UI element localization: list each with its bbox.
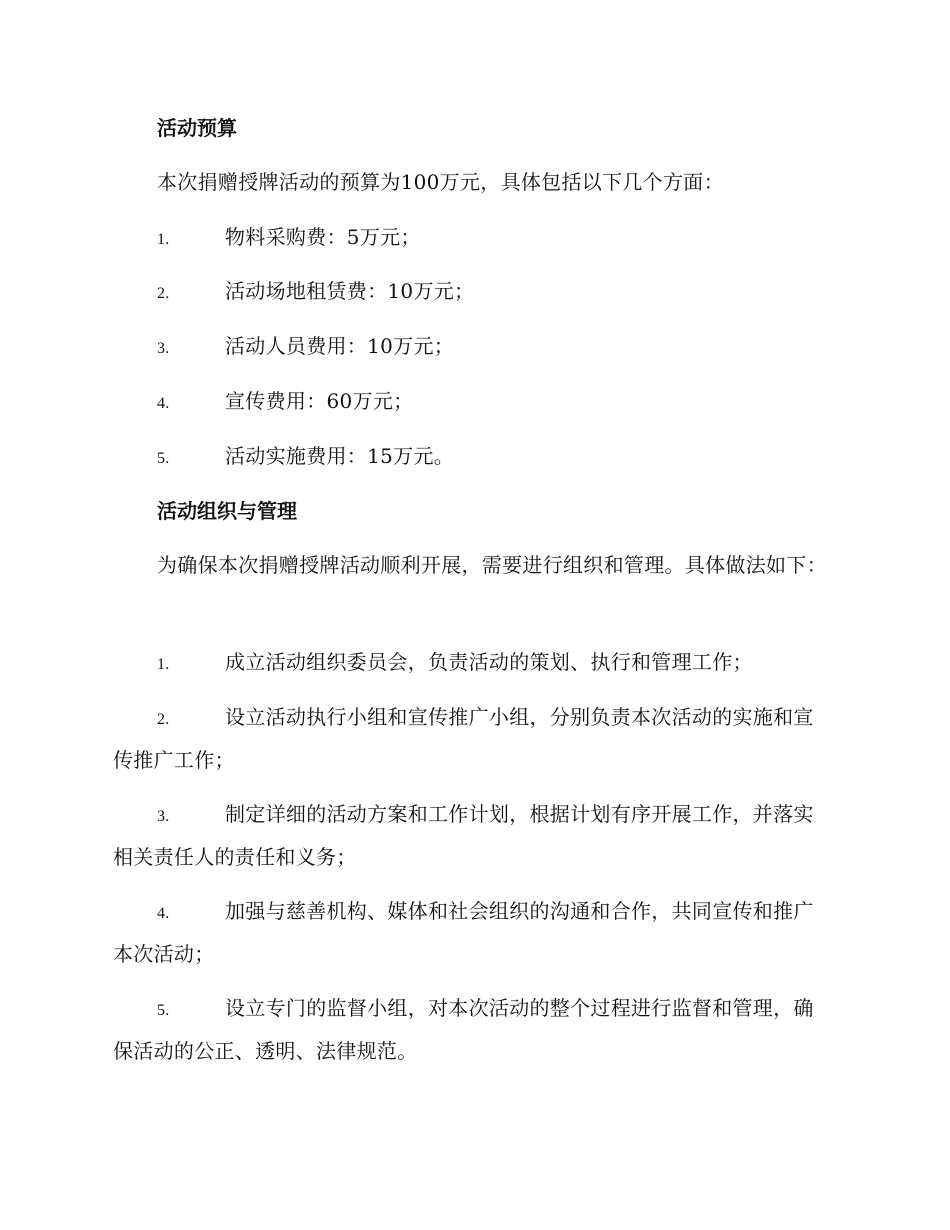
organization-intro-paragraph: 为确保本次捐赠授牌活动顺利开展，需要进行组织和管理。具体做法如下：: [157, 553, 827, 577]
list-number: 3.: [157, 340, 170, 357]
list-text: 制定详细的活动方案和工作计划，根据计划有序开展工作，并落实相关责任人的责任和义务；: [113, 802, 814, 869]
organization-list-item: [113, 891, 833, 975]
organization-list-item: [113, 988, 833, 1072]
list-text: 活动人员费用：10万元；: [225, 334, 455, 358]
list-text: 宣传费用：60万元；: [225, 389, 414, 413]
list-text: 活动实施费用：15万元。: [225, 444, 455, 468]
budget-list-item: [113, 326, 833, 369]
section-heading-organization: 活动组织与管理: [157, 499, 297, 523]
list-text: 成立活动组织委员会，负责活动的策划、执行和管理工作；: [225, 650, 753, 674]
organization-list-item: [113, 794, 833, 878]
budget-list-item: [113, 271, 833, 314]
list-text: 加强与慈善机构、媒体和社会组织的沟通和合作，共同宣传和推广本次活动；: [113, 899, 814, 966]
list-number: 4.: [157, 395, 170, 412]
list-number: 5.: [157, 1002, 170, 1019]
budget-intro-paragraph: 本次捐赠授牌活动的预算为100万元，具体包括以下几个方面：: [157, 170, 724, 194]
budget-list-item: [113, 217, 833, 260]
budget-list-item: [113, 381, 833, 424]
list-text: 物料采购费：5万元；: [225, 225, 421, 249]
list-text: 活动场地租赁费：10万元；: [225, 279, 475, 303]
list-number: 2.: [157, 285, 170, 302]
list-text: 设立活动执行小组和宣传推广小组，分别负责本次活动的实施和宣传推广工作；: [113, 705, 814, 772]
list-number: 1.: [157, 656, 170, 673]
list-number: 4.: [157, 905, 170, 922]
section-heading-budget: 活动预算: [157, 116, 237, 140]
organization-list-item: [113, 697, 833, 781]
list-number: 2.: [157, 711, 170, 728]
budget-list-item: [113, 436, 833, 479]
organization-list-item: [113, 642, 833, 685]
list-number: 3.: [157, 808, 170, 825]
list-number: 5.: [157, 450, 170, 467]
list-number: 1.: [157, 231, 170, 248]
list-text: 设立专门的监督小组，对本次活动的整个过程进行监督和管理，确保活动的公正、透明、法律规范。: [113, 996, 814, 1063]
